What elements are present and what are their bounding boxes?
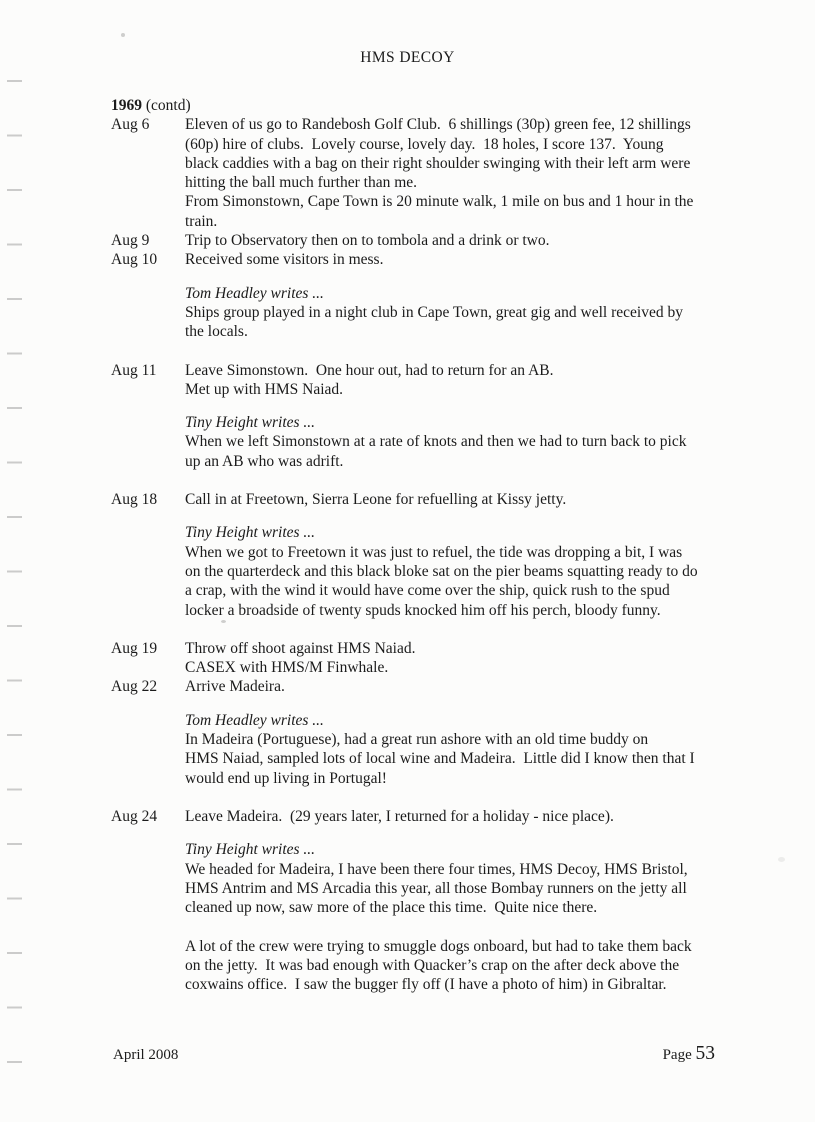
entry-date: Aug 10	[111, 251, 158, 269]
entry-text-line: (60p) hire of clubs. Lovely course, lovely day. 18 holes, I score 137. Young	[185, 135, 664, 153]
entry-text	[185, 361, 751, 400]
entry-text-line: Leave Simonstown. One hour out, had to return for an AB.	[185, 361, 554, 379]
quote-text-line: When we got to Freetown it was just to refuel, the tide was dropping a bit, I was	[185, 543, 683, 561]
entry-text	[185, 115, 751, 231]
quote-text-line: would end up living in Portugal!	[185, 769, 387, 787]
entry-text-line: Arrive Madeira.	[185, 678, 285, 696]
entry-text-line: Throw off shoot against HMS Naiad.	[185, 639, 416, 657]
quote-attribution: Tom Headley writes ...	[185, 284, 324, 302]
quote-text-line: a crap, with the wind it would have come over the ship, quick rush to the spud	[185, 582, 670, 600]
entry-text-line: train.	[185, 212, 218, 230]
quote-text-line: HMS Antrim and MS Arcadia this year, all those Bombay runners on the jetty all	[185, 879, 687, 897]
log-entry	[111, 639, 751, 678]
year-heading-bold: 1969	[111, 97, 142, 114]
quote-text-line: coxwains office. I saw the bugger fly off (I have a photo of him) in Gibraltar.	[185, 976, 667, 994]
entry-text-line: Received some visitors in mess.	[185, 251, 384, 269]
entry-text	[185, 490, 751, 509]
entry-text-line: CASEX with HMS/M Finwhale.	[185, 659, 389, 677]
quote-attribution: Tiny Height writes ...	[185, 414, 316, 432]
entry-date: Aug 19	[111, 639, 158, 657]
document-footer	[113, 1043, 715, 1065]
quote-attribution: Tiny Height writes ...	[185, 841, 316, 859]
entry-text-line: Call in at Freetown, Sierra Leone for refuelling at Kissy jetty.	[185, 491, 567, 509]
contributor-quote	[185, 284, 751, 342]
contributor-quote	[185, 840, 751, 994]
log-entry	[111, 231, 751, 250]
entry-text	[185, 231, 751, 250]
entry-text-line: Eleven of us go to Randebosh Golf Club. 6 shillings (30p) green fee, 12 shillings	[185, 116, 691, 134]
quote-text-line: on the quarterdeck and this black bloke sat on the pier beams squatting ready to do	[185, 562, 698, 580]
document-header-title: HMS DECOY	[360, 49, 455, 66]
entry-date: Aug 18	[111, 491, 158, 509]
log-entry	[111, 115, 751, 231]
scan-artifact-dot	[778, 857, 785, 862]
year-heading	[111, 96, 751, 115]
entry-text	[185, 807, 751, 826]
contributor-quote	[185, 523, 751, 619]
entry-text-line: Met up with HMS Naiad.	[185, 380, 344, 398]
log-entry	[111, 807, 751, 826]
entry-text	[185, 639, 751, 678]
quote-text-line: locker a broadside of twenty spuds knocked him off his perch, bloody funny.	[185, 601, 661, 619]
quote-text-line: on the jetty. It was bad enough with Quacker’s crap on the after deck above the	[185, 956, 680, 974]
entry-date: Aug 9	[111, 232, 150, 250]
entry-date: Aug 24	[111, 807, 158, 825]
quote-attribution: Tom Headley writes ...	[185, 711, 324, 729]
quote-text-line: the locals.	[185, 323, 248, 341]
scan-artifact-dot	[121, 33, 125, 37]
entry-text	[185, 250, 751, 269]
log-entry	[111, 677, 751, 696]
quote-text-line: Ships group played in a night club in Cape Town, great gig and well received by	[185, 303, 683, 321]
entry-text-line: From Simonstown, Cape Town is 20 minute walk, 1 mile on bus and 1 hour in the	[185, 193, 694, 211]
entry-date: Aug 11	[111, 361, 157, 379]
contributor-quote	[185, 413, 751, 471]
quote-text-line: When we left Simonstown at a rate of knots and then we had to turn back to pick	[185, 433, 687, 451]
quote-text-line	[185, 917, 751, 936]
quote-text-line: We headed for Madeira, I have been there four times, HMS Decoy, HMS Bristol,	[185, 860, 688, 878]
quote-text-line: cleaned up now, saw more of the place this time. Quite nice there.	[185, 899, 598, 917]
quote-text-line: up an AB who was adrift.	[185, 452, 344, 470]
entry-text	[185, 677, 751, 696]
entry-date: Aug 22	[111, 678, 158, 696]
log-entry	[111, 490, 751, 509]
quote-text-line: A lot of the crew were trying to smuggle dogs onboard, but had to take them back	[185, 937, 692, 955]
entry-text-line: hitting the ball much further than me.	[185, 174, 418, 192]
log-entry	[111, 250, 751, 269]
footer-page-label: Page	[662, 1047, 696, 1063]
year-heading-regular: (contd)	[142, 97, 191, 114]
quote-text-line: HMS Naiad, sampled lots of local wine and Madeira. Little did I know then that I	[185, 750, 695, 768]
document-body	[111, 96, 751, 1014]
log-entry	[111, 361, 751, 400]
quote-text-line: In Madeira (Portuguese), had a great run ashore with an old time buddy on	[185, 731, 649, 749]
binder-hole-marks	[7, 80, 22, 1095]
entry-date: Aug 6	[111, 116, 150, 134]
footer-page-number	[663, 1043, 715, 1065]
contributor-quote	[185, 711, 751, 788]
entry-text-line: Trip to Observatory then on to tombola and a drink or two.	[185, 232, 550, 250]
footer-page-number-value: 53	[695, 1043, 715, 1064]
footer-date: April 2008	[113, 1047, 179, 1063]
quote-attribution: Tiny Height writes ...	[185, 524, 316, 542]
entry-text-line: Leave Madeira. (29 years later, I returned for a holiday - nice place).	[185, 807, 614, 825]
entry-text-line: black caddies with a bag on their right shoulder swinging with their left arm were	[185, 154, 691, 172]
